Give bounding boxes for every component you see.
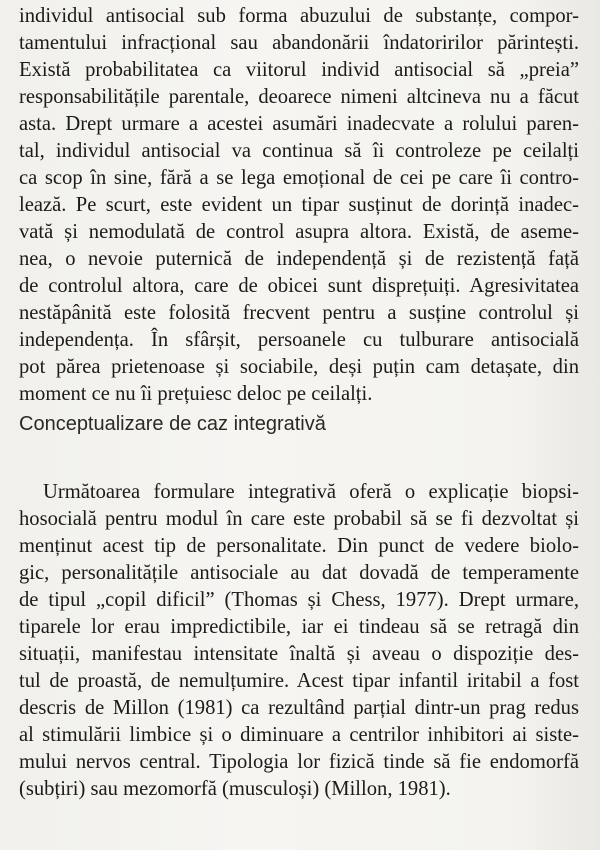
text-line: Următoarea formulare integrativă oferă o explicație biopsi- <box>43 481 579 503</box>
text-line: tamentului infracțional sau abandonării îndatoririlor părintești. <box>19 32 579 54</box>
text-line: ca scop în sine, fără a se lega emoțional de cei pe care îi contro- <box>19 167 579 189</box>
text-line: mului nervos central. Tipologia lor fizică tinde să fie endomorfă <box>19 751 579 773</box>
text-line: (subțiri) sau mezomorfă (musculoși) (Millon, 1981). <box>19 778 451 800</box>
text-line: vată și nemodulată de control asupra altora. Există, de aseme- <box>19 221 579 243</box>
text-line: gic, personalitățile antisociale au dat dovadă de temperamente <box>19 562 579 584</box>
text-line: asta. Drept urmare a acestei asumări inadecvate a rolului paren- <box>19 113 579 135</box>
text-line: situații, manifestau intensitate înaltă și aveau o dispoziție des- <box>19 643 579 665</box>
text-line: nea, o nevoie puternică de independență și de rezistență față <box>19 248 579 270</box>
text-line: menținut acest tip de personalitate. Din punct de vedere biolo- <box>19 535 579 557</box>
text-line: moment ce nu îi prețuiesc deloc pe ceilalți. <box>19 383 373 405</box>
text-line: pot părea prietenoase și sociabile, deși puțin cam detașate, din <box>19 356 579 378</box>
text-line: hosocială pentru modul în care este probabil să se fi dezvoltat și <box>19 508 579 530</box>
text-line: de tipul „copil dificil” (Thomas și Chess, 1977). Drept urmare, <box>19 589 579 611</box>
text-line: tul de proastă, de nemulțumire. Acest tipar infantil iritabil a fost <box>19 670 579 692</box>
text-line: nestăpânită este folosită frecvent pentru a susține controlul și <box>19 302 579 324</box>
section-heading: Conceptualizare de caz integrativă <box>19 413 326 435</box>
text-line: independența. În sfârșit, persoanele cu tulburare antisocială <box>19 329 579 351</box>
text-line: descris de Millon (1981) ca rezultând parțial dintr-un prag redus <box>19 697 579 719</box>
text-line: tiparele lor erau impredictibile, iar ei tindeau să se retragă din <box>19 616 579 638</box>
text-line: individul antisocial sub forma abuzului de substanțe, compor- <box>19 5 579 27</box>
text-line: de controlul altora, care de obicei sunt disprețuiți. Agresivitatea <box>19 275 579 297</box>
text-line: responsabilitățile parentale, deoarece nimeni altcineva nu a făcut <box>19 86 579 108</box>
text-line: lează. Pe scurt, este evident un tipar susținut de dorință inadec- <box>19 194 579 216</box>
text-line: Există probabilitatea ca viitorul individ antisocial să „preia” <box>19 59 579 81</box>
text-line: tal, individul antisocial va continua să îi controleze pe ceilalți <box>19 140 579 162</box>
text-line: al stimulării limbice și o diminuare a centrilor inhibitori ai siste- <box>19 724 579 746</box>
